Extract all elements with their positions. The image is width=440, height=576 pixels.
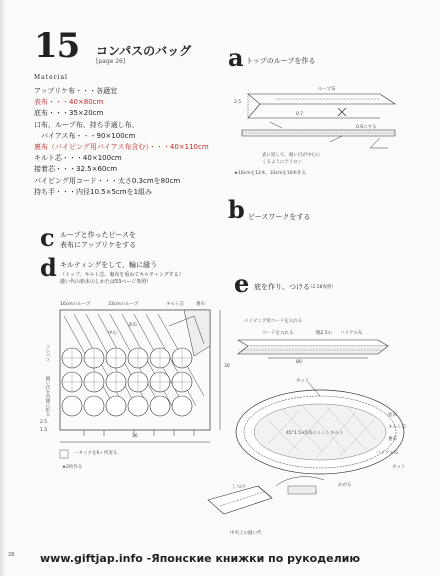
e-stitch: しつけ <box>232 485 246 490</box>
step-d-diagram <box>44 296 234 466</box>
d-side: コンパス <box>45 344 50 362</box>
page-number: 28 <box>8 552 15 558</box>
e-sew: かがる <box>338 483 352 488</box>
a-fold-label: 0.7 <box>296 112 304 117</box>
d-front: 表布 <box>128 323 137 328</box>
e-cut: カット <box>296 379 310 384</box>
step-a-diagram <box>230 78 410 178</box>
step-b-text: ピースワークをする <box>248 213 311 221</box>
material-line: 持ち手・・・内径10.5×5cmを1組み <box>34 187 153 196</box>
e-bias3: バイアス布 <box>376 451 399 456</box>
material-line: 底布・・・35×20cm <box>34 109 104 118</box>
material-line: 口布、ループ布、持ち手通し布、 <box>34 120 139 129</box>
step-d-letter: d <box>40 253 57 282</box>
step-d-note2: 縫い代の始末のしかたは53ページ参照） <box>60 279 152 285</box>
d-dim-a: 2.5 <box>40 420 48 425</box>
e-piping: パイピング用コードを入れる <box>244 319 303 324</box>
step-c-letter: c <box>40 223 55 252</box>
pattern-number: 15 <box>34 26 80 66</box>
d-dim-b: 1.5 <box>40 428 48 433</box>
a-dim: 2.5 <box>234 100 242 105</box>
e-back: 中央上の縫い代 <box>230 531 262 536</box>
d-sidenote: 縫い代を内側に折る <box>45 376 50 417</box>
watermark-footer: www.giftjap.info -Японские книжки по рукоделию <box>40 552 361 565</box>
material-line: 表布・・・40×80cm <box>34 98 104 107</box>
d-mid-loop: 33cmのループ <box>108 302 139 307</box>
d-quilt: キルト芯 <box>166 302 184 307</box>
material-line: 接着芯・・・32.5×60cm <box>34 165 118 174</box>
d-height: 30 <box>224 364 230 369</box>
d-star-note: ★2枚作る <box>62 465 83 470</box>
a-half-label: 0.6にする <box>356 125 377 130</box>
e-bias2: バイアス布 <box>340 331 363 336</box>
e-bias: 幅2.5の <box>316 331 333 336</box>
page-reference: [page 26] <box>96 58 126 65</box>
e-seam: 45°1.5×5角のミシンキルト <box>286 431 344 436</box>
step-d-text: キルティングをして、輪に縫う <box>60 261 158 269</box>
material-line: バイアス布・・・90×100cm <box>34 131 136 140</box>
e-cord: コードを入れる <box>262 331 294 336</box>
e-80: 80 <box>296 360 302 365</box>
step-c-text: ループと作ったピースを <box>60 231 137 239</box>
d-center: 中心 <box>108 331 117 336</box>
d-top-loop: 16cmのループ <box>60 302 91 307</box>
e-cut2: カット <box>392 465 406 470</box>
a-loop-label: ループ布 <box>318 87 336 92</box>
material-line: キルト芯・・・40×100cm <box>34 154 122 163</box>
step-b-letter: b <box>228 195 245 224</box>
step-d-note1: （トップ、キルト芯、裏布を重ねてキルティングする） <box>60 272 184 278</box>
page-edge-shadow <box>0 0 6 576</box>
material-line: 裏布（パイピング用バイアス布含む）・・・40×110cm <box>34 143 209 152</box>
e-lining: 裏布 <box>388 437 397 442</box>
e-bottom: 底布 <box>388 413 397 418</box>
a-note2: くるようにアイロン <box>262 160 303 165</box>
a-cut-note: ★16cmを12本、33cmを10本作る <box>234 171 307 176</box>
d-width: 36 <box>132 434 138 439</box>
step-c-text2: 表布にアップリケをする <box>60 241 137 249</box>
step-e-ref: （2.58参照） <box>308 285 337 290</box>
materials-heading: Material <box>34 74 68 81</box>
a-note1: 表に返して、縫い目が中心に <box>262 153 321 158</box>
material-line: アップリケ布・・・各適宜 <box>34 87 118 95</box>
d-tack-note: ータックを6ヶ所寄る <box>74 451 118 456</box>
materials-list <box>34 86 209 198</box>
step-a-text: トップのループを作る <box>246 57 316 65</box>
step-e-text: 底を作り、つける <box>254 283 310 291</box>
step-a-letter: a <box>228 43 244 72</box>
e-quilt: キルト芯 <box>388 425 406 430</box>
pattern-title: コンパスのバッグ <box>96 44 192 58</box>
step-e-letter: e <box>234 269 250 298</box>
material-line: パイピング用コード・・・太さ0.3cmを80cm <box>34 176 181 185</box>
d-lining: 裏布 <box>196 302 205 307</box>
